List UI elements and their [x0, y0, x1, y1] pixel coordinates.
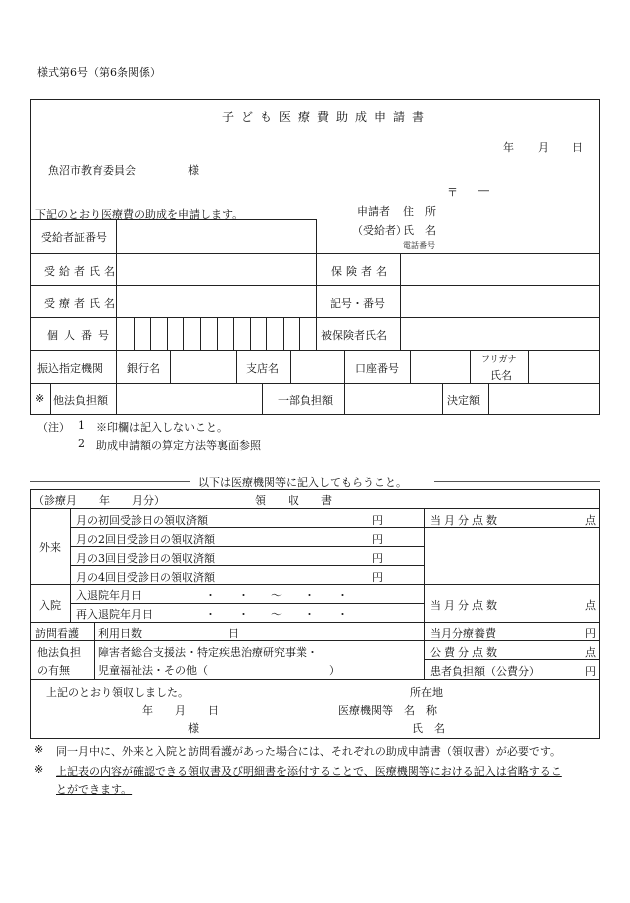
- received-text: 上記のとおり領収しました。: [46, 686, 189, 699]
- addressee-sama: 様: [188, 164, 199, 177]
- other-law-label-2: の有無: [37, 664, 70, 677]
- my-number-boxes[interactable]: [117, 318, 316, 350]
- applicant-address-label: 住 所: [403, 205, 436, 218]
- my-number-divider: [217, 318, 218, 350]
- account-name-field[interactable]: [529, 351, 599, 382]
- form-number: 様式第6号（第6条関係）: [37, 66, 161, 79]
- signer-name-label: 氏 名: [412, 722, 445, 735]
- visit4-yen: 円: [372, 571, 383, 584]
- law-options-2: 児童福祉法・その他（ ）: [98, 664, 340, 677]
- insured-name-field[interactable]: [401, 318, 599, 349]
- patient-name-label: 受療者氏名: [44, 297, 119, 310]
- applicant-name-label: 氏 名: [403, 224, 436, 237]
- receipt-sama: 様: [188, 722, 199, 735]
- footer-mark-1: ※: [34, 743, 44, 756]
- recipient-name-label: 受給者氏名: [44, 265, 119, 278]
- law-options-1: 障害者総合支援法・特定疾患治療研究事業・: [98, 646, 318, 659]
- receipt-period: （診療月 年 月分）: [33, 494, 165, 507]
- note1-number: 1: [78, 419, 85, 432]
- outpatient-points-label: 当月分点数: [430, 514, 500, 527]
- mark-other-burden: ※: [35, 392, 45, 405]
- receipt-title: 領 収 書: [255, 494, 332, 507]
- notes-label: （注）: [37, 421, 70, 434]
- my-number-divider: [250, 318, 251, 350]
- footer-note-1: 同一月中に、外来と入院と訪問看護があった場合には、それぞれの助成申請書（領収書）が必要です。: [56, 745, 562, 758]
- institution-name-label: 医療機関等 名 称: [338, 704, 437, 717]
- readmit-date-range: ・ ・ 〜 ・ ・: [205, 608, 348, 621]
- outpatient-points-unit: 点: [585, 514, 596, 527]
- usage-days-unit: 日: [228, 627, 239, 640]
- branch-name-field[interactable]: [291, 351, 343, 382]
- other-burden-label: 他法負担額: [53, 394, 108, 407]
- account-no-field[interactable]: [411, 351, 469, 382]
- public-points-unit: 点: [585, 646, 596, 659]
- decided-label: 決定額: [447, 394, 480, 407]
- month-nursing-fee-label: 当月分療養費: [430, 627, 496, 640]
- bank-name-field[interactable]: [171, 351, 235, 382]
- footer-note-2b: とができます。: [56, 783, 133, 796]
- section-title: 以下は医療機関等に記入してもらうこと。: [198, 476, 407, 489]
- patient-burden-yen: 円: [585, 665, 596, 678]
- postal-mark: 〒: [447, 186, 458, 199]
- date-year: 年: [503, 141, 514, 154]
- note2-number: 2: [78, 437, 85, 450]
- my-number-divider: [266, 318, 267, 350]
- visit1-yen: 円: [372, 514, 383, 527]
- note1-text: ※印欄は記入しないこと。: [96, 421, 228, 434]
- my-number-label: 個人番号: [47, 329, 115, 342]
- admit-date-range: ・ ・ 〜 ・ ・: [205, 589, 348, 602]
- cert-no-field[interactable]: [117, 220, 315, 252]
- intro-text: 下記のとおり医療費の助成を申請します。: [35, 208, 244, 221]
- applicant-sublabel: （受給者）: [352, 224, 407, 237]
- my-number-divider: [283, 318, 284, 350]
- my-number-divider: [134, 318, 135, 350]
- account-name-label: 氏名: [490, 369, 512, 382]
- inpatient-label: 入院: [39, 599, 61, 612]
- bank-name-label: 銀行名: [127, 362, 160, 375]
- date-month: 月: [538, 141, 549, 154]
- nursing-fee-yen: 円: [585, 627, 596, 640]
- code-no-label: 記号・番号: [330, 297, 385, 310]
- my-number-divider: [233, 318, 234, 350]
- receipt-date: 年 月 日: [142, 704, 219, 717]
- outpatient-label: 外来: [39, 541, 61, 554]
- visit4-label: 月の4回目受診日の領収済額: [76, 571, 215, 584]
- cert-no-label: 受給者証番号: [41, 231, 107, 244]
- footer-note-2a: 上記表の内容が確認できる領収書及び明細書を添付することで、医療機関等における記入は省略するこ: [56, 765, 562, 778]
- my-number-divider: [299, 318, 300, 350]
- visit2-yen: 円: [372, 533, 383, 546]
- visit2-label: 月の2回目受診日の領収済額: [76, 533, 215, 546]
- note2-text: 助成申請額の算定方法等裏面参照: [96, 439, 261, 452]
- insurer-name-label: 保険者名: [331, 265, 391, 278]
- visit3-yen: 円: [372, 552, 383, 565]
- footer-mark-2: ※: [34, 763, 44, 776]
- inpatient-points-unit: 点: [585, 599, 596, 612]
- patient-burden-label: 患者負担額（公費分）: [430, 665, 540, 678]
- date-day: 日: [572, 141, 583, 154]
- visit3-label: 月の3回目受診日の領収済額: [76, 552, 215, 565]
- form-title: 子ども医療費助成申請書: [222, 110, 432, 124]
- usage-days-label: 利用日数: [98, 627, 142, 640]
- account-no-label: 口座番号: [355, 362, 399, 375]
- my-number-divider: [167, 318, 168, 350]
- visit1-label: 月の初回受診日の領収済額: [76, 514, 208, 527]
- insured-name-label: 被保険者氏名: [321, 329, 387, 342]
- patient-name-field[interactable]: [117, 286, 315, 316]
- applicant-phone-label: 電話番号: [403, 241, 435, 250]
- my-number-divider: [183, 318, 184, 350]
- public-points-label: 公費分点数: [430, 646, 500, 659]
- readmit-date-label: 再入退院年月日: [76, 608, 153, 621]
- inpatient-points-label: 当月分点数: [430, 599, 500, 612]
- furigana-label: フリガナ: [481, 355, 517, 365]
- postal-dash: ―: [478, 184, 489, 197]
- addressee: 魚沼市教育委員会: [48, 164, 136, 177]
- code-no-field[interactable]: [401, 286, 599, 316]
- my-number-divider: [150, 318, 151, 350]
- location-label: 所在地: [410, 686, 443, 699]
- partial-burden-label: 一部負担額: [278, 394, 333, 407]
- applicant-label: 申請者: [357, 205, 390, 218]
- recipient-name-field[interactable]: [117, 254, 315, 284]
- branch-name-label: 支店名: [246, 362, 279, 375]
- visiting-nursing-label: 訪問看護: [35, 627, 79, 640]
- bank-label: 振込指定機関: [37, 362, 103, 375]
- other-law-label-1: 他法負担: [37, 646, 81, 659]
- insurer-name-field[interactable]: [401, 254, 599, 284]
- admit-date-label: 入退院年月日: [76, 589, 142, 602]
- my-number-divider: [200, 318, 201, 350]
